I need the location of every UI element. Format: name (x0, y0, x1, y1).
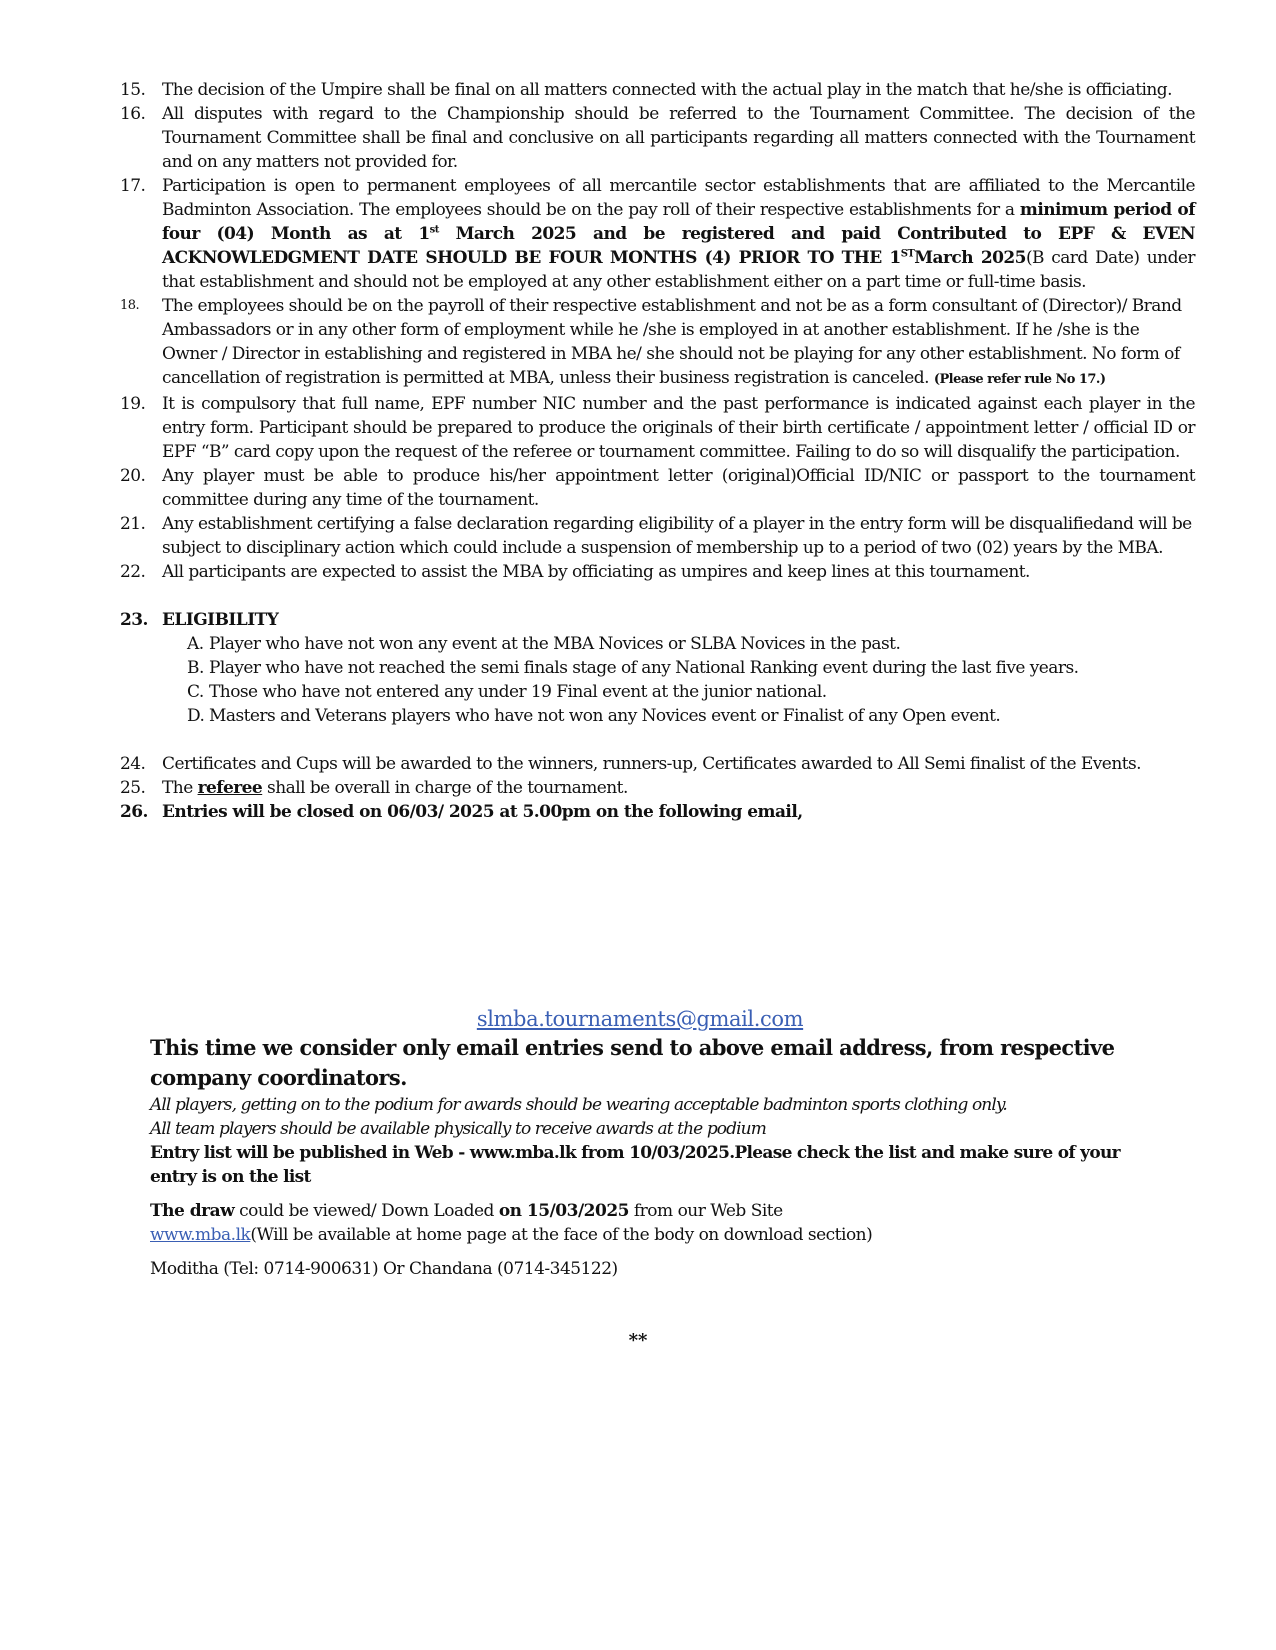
rule-text: Entries will be closed on 06/03/ 2025 at 5.00pm on the following email, (162, 802, 803, 822)
item-letter: D. (187, 706, 205, 726)
rule-18 (120, 294, 1195, 392)
rule-26 (120, 800, 1195, 824)
podium-attendance-note: All team players should be available physically to receive awards at the podium (150, 1119, 766, 1139)
draw-note (150, 1199, 1170, 1247)
tournament-email-link[interactable]: slmba.tournaments@gmail.com (476, 1007, 804, 1031)
rule-text: Any establishment certifying a false declaration regarding eligibility of a player in the entry form will be disqualifiedand will be subject to disciplinary action which could include a suspension of membership up to a period of two (02) years by the MBA. (162, 514, 1192, 558)
item-letter: B. (187, 658, 204, 678)
rule-20 (120, 464, 1195, 512)
rule-number: 25. (120, 778, 146, 798)
rule-number: 21. (120, 514, 146, 534)
spacer (120, 584, 1195, 608)
rule-number: 22. (120, 562, 146, 582)
item-text: Those who have not entered any under 19 Final event at the junior national. (209, 682, 827, 702)
rule-text: The decision of the Umpire shall be final on all matters connected with the actual play in the match that he/she is officiating. (162, 80, 1172, 100)
rule-text-part: Participation is open to permanent employees of all mercantile sector establishments that are affiliated to the Mercantile Badminton Association. The employees should be on the pay roll of their respective establishments for a (162, 176, 1195, 220)
rule-text: It is compulsory that full name, EPF number NIC number and the past performance is indicated against each player in the entry form. Participant should be prepared to produce the originals of their birth certificate / appointment letter / official ID or EPF “B” card copy upon the request of the referee or tournament committee. Failing to do so will disqualify the participation. (162, 394, 1195, 462)
rule-number: 18. (120, 298, 140, 313)
rule-23-eligibility (120, 608, 1195, 632)
rule-number: 20. (120, 466, 146, 486)
end-mark: ** (628, 1330, 648, 1351)
rule-text (162, 294, 1195, 392)
rule-16 (120, 102, 1195, 174)
draw-date: on 15/03/2025 (498, 1201, 629, 1221)
referee-emphasis: referee (197, 778, 263, 798)
rule-text: Any player must be able to produce his/her appointment letter (original)Official ID/NIC or passport to the tournament committee during any time of the tournament. (162, 466, 1195, 510)
eligibility-item-d (120, 704, 1195, 728)
rule-number: 26. (120, 802, 148, 822)
rule-22 (120, 560, 1195, 584)
rule-text: All participants are expected to assist the MBA by officiating as umpires and keep lines at this tournament. (162, 562, 1030, 582)
footer-section (150, 1005, 1170, 1281)
entry-list-note: Entry list will be published in Web - www.mba.lk from 10/03/2025.Please check the list and make sure of your entry is on the list (150, 1143, 1120, 1187)
rule-25 (120, 776, 1195, 800)
rule-number: 19. (120, 394, 146, 414)
rule-21 (120, 512, 1195, 560)
rule-15 (120, 78, 1195, 102)
rule-text: Certificates and Cups will be awarded to the winners, runners-up, Certificates awarded to All Semi finalist of the Events. (162, 754, 1142, 774)
spacer (120, 728, 1195, 752)
rule-number: 17. (120, 176, 146, 196)
rule-24 (120, 752, 1195, 776)
rule-bold-part: March 2025 (914, 248, 1026, 268)
draw-text: could be viewed/ Down Loaded (234, 1201, 499, 1221)
rule-bold-part: minimum period of four (04) Month as at 1 (162, 200, 1195, 244)
rule-text (162, 174, 1195, 294)
rule-text-part: (B card Date) under that establishment and should not be employed at any other establishment either on a part time or full-time basis. (162, 248, 1195, 292)
rule-number: 16. (120, 104, 146, 124)
rule-19 (120, 392, 1195, 464)
item-text: Masters and Veterans players who have not won any Novices event or Finalist of any Open event. (209, 706, 1001, 726)
rule-note: (Please refer rule No 17.) (933, 372, 1106, 387)
item-letter: C. (187, 682, 204, 702)
draw-bold: The draw (150, 1201, 235, 1221)
website-link[interactable]: www.mba.lk (150, 1225, 251, 1245)
email-entries-notice: This time we consider only email entries send to above email address, from respective company coordinators. (150, 1035, 1115, 1090)
rule-number: 15. (120, 80, 146, 100)
rule-17 (120, 174, 1195, 294)
rule-text: All disputes with regard to the Championship should be referred to the Tournament Committee. The decision of the Tournament Committee shall be final and conclusive on all participants regarding all matters connected with the Tournament and on any matters not provided for. (162, 104, 1195, 172)
podium-dress-note: All players, getting on to the podium for awards should be wearing acceptable badminton sports clothing only. (150, 1095, 1007, 1115)
eligibility-item-c (120, 680, 1195, 704)
rule-text-part: The employees should be on the payroll of their respective establishment and not be as a form consultant of (Director)/ Brand Ambassadors or in any other form of employment while he /she is employed in at another establishment. If he /she is the Owner / Director in establishing and registered in MBA he/ she should not be playing for any other establishment. No form of cancellation of registration is permitted at MBA, unless their business registration is canceled. (162, 296, 1182, 388)
item-letter: A. (187, 634, 204, 654)
rule-text (162, 776, 1195, 800)
eligibility-item-b (120, 656, 1195, 680)
contacts: Moditha (Tel: 0714-900631) Or Chandana (0714-345122) (150, 1259, 618, 1279)
eligibility-item-a (120, 632, 1195, 656)
superscript: ST (900, 248, 915, 260)
rule-text-part: The (162, 778, 198, 798)
rule-text-part: shall be overall in charge of the tournament. (262, 778, 628, 798)
item-text: Player who have not won any event at the MBA Novices or SLBA Novices in the past. (209, 634, 901, 654)
section-heading: ELIGIBILITY (162, 610, 279, 630)
website-note: (Will be available at home page at the face of the body on download section) (250, 1225, 873, 1245)
rule-bold-part: March 2025 and be registered and paid Contributed to EPF & EVEN ACKNOWLEDGMENT DATE SHOULD BE FOUR MONTHS (4) PRIOR TO THE 1 (162, 224, 1195, 268)
rule-number: 24. (120, 754, 146, 774)
rule-number: 23. (120, 610, 148, 630)
draw-text: from our Web Site (628, 1201, 783, 1221)
item-text: Player who have not reached the semi finals stage of any National Ranking event during the last five years. (209, 658, 1079, 678)
superscript: st (429, 224, 439, 236)
rules-list (120, 78, 1195, 824)
